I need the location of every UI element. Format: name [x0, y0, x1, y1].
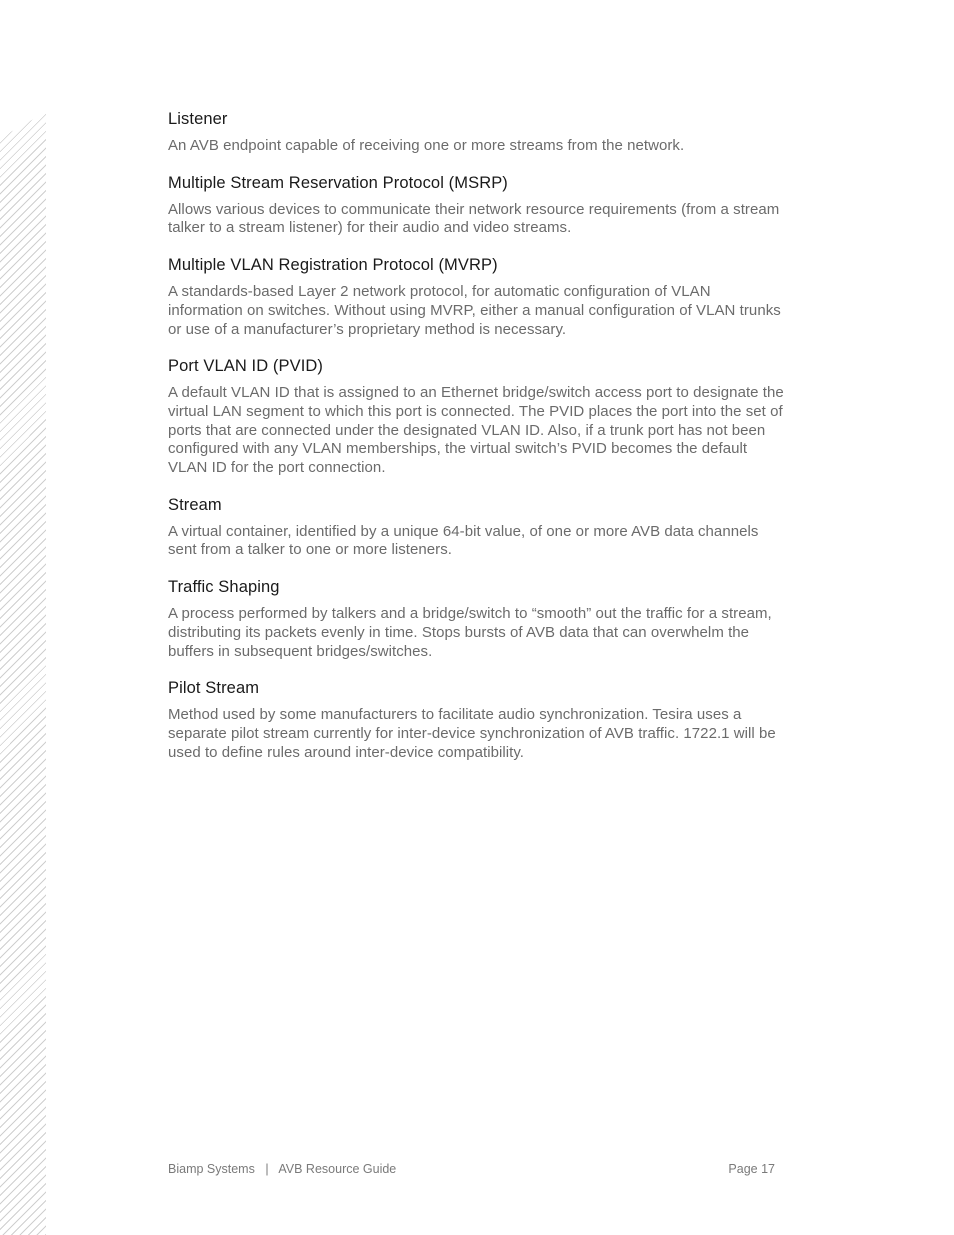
- glossary-term-stream: [168, 494, 788, 560]
- footer-separator: |: [265, 1162, 269, 1176]
- term-definition: A default VLAN ID that is assigned to an Ethernet bridge/switch access port to designate the virtual LAN segment to which this port is connected. The PVID places the port into the set of ports that are connected under the designated VLAN ID. Also, if a trunk port has not been configured with any VLAN memberships, the virtual switch’s PVID becomes the default VLAN ID for the port connection.: [168, 384, 784, 477]
- term-title: Multiple VLAN Registration Protocol (MVRP): [168, 256, 498, 275]
- term-title: Pilot Stream: [168, 679, 260, 698]
- term-definition: Allows various devices to communicate their network resource requirements (from a stream talker to a stream listener) for their audio and video streams.: [168, 200, 780, 237]
- term-title: Multiple Stream Reservation Protocol (MSRP): [168, 173, 508, 192]
- footer-guide-title: AVB Resource Guide: [278, 1162, 397, 1176]
- decorative-stripe-band: [0, 112, 46, 1235]
- term-title: Listener: [168, 110, 228, 128]
- glossary-term-mvrp: [168, 254, 788, 339]
- glossary-term-listener: [168, 108, 788, 156]
- term-definition: An AVB endpoint capable of receiving one or more streams from the network.: [168, 137, 685, 154]
- term-title: Stream: [168, 495, 222, 514]
- glossary-term-pvid: [168, 355, 788, 478]
- term-definition: A virtual container, identified by a unique 64-bit value, of one or more AVB data channels sent from a talker to one or more listeners.: [168, 522, 759, 559]
- term-title: Port VLAN ID (PVID): [168, 357, 324, 376]
- page-number: Page 17: [728, 1162, 775, 1176]
- glossary-term-traffic-shaping: [168, 576, 788, 661]
- glossary-term-msrp: [168, 172, 788, 238]
- footer-left: [168, 1162, 396, 1176]
- term-definition: A process performed by talkers and a bridge/switch to “smooth” out the traffic for a stream, distributing its packets evenly in time. Stops bursts of AVB data that can overwhelm the buffers in subsequent bridges/switches.: [168, 605, 772, 660]
- page-footer: [168, 1162, 775, 1176]
- term-definition: Method used by some manufacturers to facilitate audio synchronization. Tesira uses a separate pilot stream currently for inter-device synchronization of AVB traffic. 1722.1 will be used to define rules around inter-device compatibility.: [168, 706, 776, 761]
- glossary-term-pilot-stream: [168, 677, 788, 762]
- term-title: Traffic Shaping: [168, 578, 280, 597]
- term-definition: A standards-based Layer 2 network protocol, for automatic configuration of VLAN information on switches. Without using MVRP, either a manual configuration of VLAN trunks or use of a manufacturer’s proprietary method is necessary.: [168, 283, 781, 338]
- footer-company: Biamp Systems: [168, 1162, 255, 1176]
- glossary-content: [168, 108, 788, 778]
